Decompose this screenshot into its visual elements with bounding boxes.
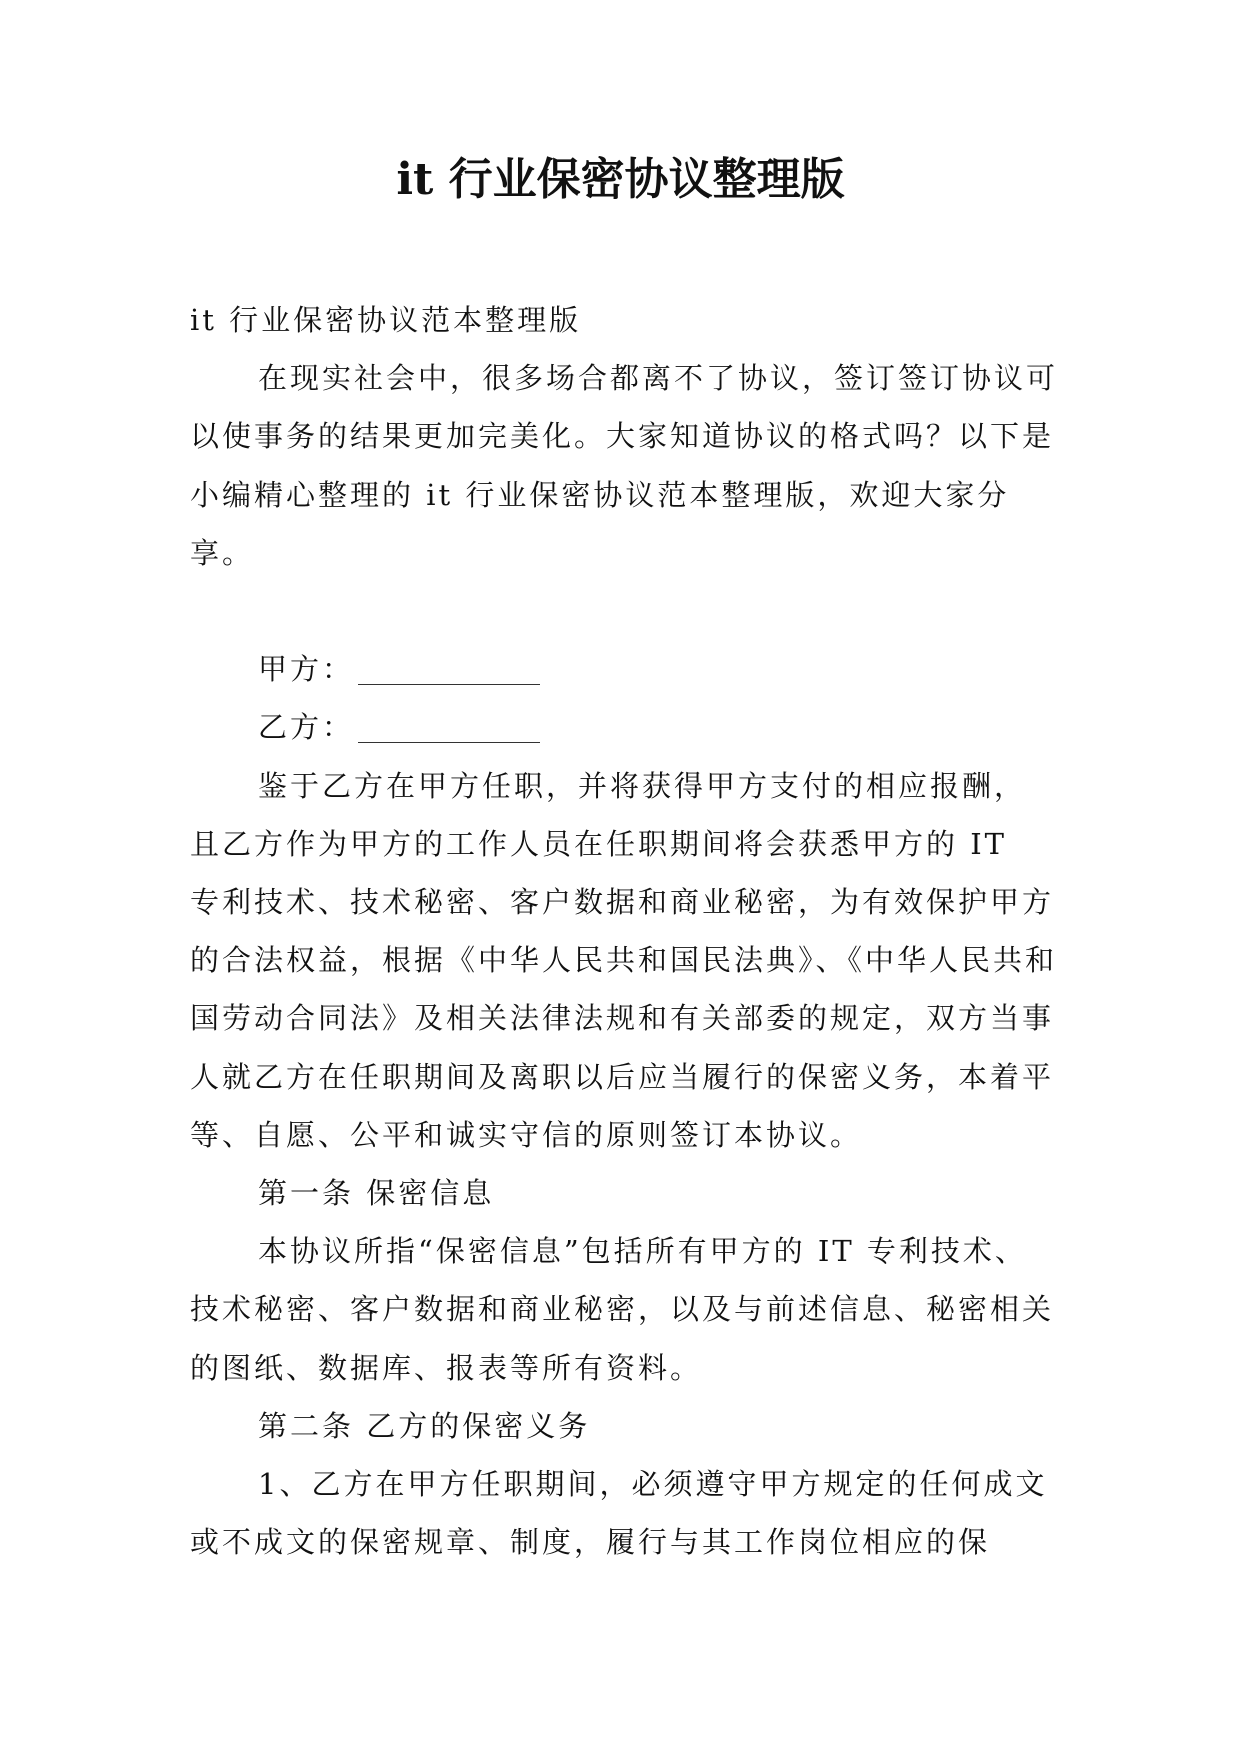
document-title: it 行业保密协议整理版 [396, 154, 845, 205]
article-2-item-1: 1、乙方在甲方任职期间，必须遵守甲方规定的任何成文或不成文的保密规章、制度，履行与其工作岗位相应的保 [190, 1467, 1048, 1560]
article-2-heading: 第二条 乙方的保密义务 [258, 1408, 591, 1443]
paragraph-gap [190, 582, 1058, 640]
preamble-line-3: 专利技术、技术秘密、客户数据和商业秘密，为有效保护甲方的合法权益，根据《中华人民共和国民法典》、《中华人民共和国劳动合同法》及相关法律法规和有关部委的规定，双方当事人就乙方在任职期间及离职以后应当履行的保密义务，本着平等、自愿、公平和诚实守信的原则签订本协议。 [190, 885, 1058, 1152]
party-a-blank [358, 655, 540, 685]
party-a-label: 甲方： [258, 652, 355, 687]
intro-paragraph: 在现实社会中，很多场合都离不了协议，签订签订协议可以使事务的结果更加完美化。大家知道协议的格式吗？以下是小编精心整理的 it 行业保密协议范本整理版，欢迎大家分享。 [190, 361, 1059, 570]
document-subtitle: it 行业保密协议范本整理版 [190, 303, 582, 337]
party-b-blank [358, 713, 540, 743]
preamble-line-1: 鉴于乙方在甲方任职，并将获得甲方支付的相应报酬， [258, 768, 1027, 803]
article-1-paragraph: 本协议所指“保密信息”包括所有甲方的 IT 专利技术、技术秘密、客户数据和商业秘密，以及与前述信息、秘密相关的图纸、数据库、报表等所有资料。 [190, 1234, 1055, 1385]
preamble-paragraph [190, 757, 1058, 1164]
article-1-heading: 第一条 保密信息 [258, 1176, 495, 1211]
party-b-label: 乙方： [258, 710, 355, 745]
preamble-line-2: 且乙方作为甲方的工作人员在任职期间将会获悉甲方的 IT [190, 826, 1008, 861]
party-b-line [190, 698, 1058, 756]
document-body [190, 291, 1058, 1571]
party-a-line [190, 640, 1058, 698]
